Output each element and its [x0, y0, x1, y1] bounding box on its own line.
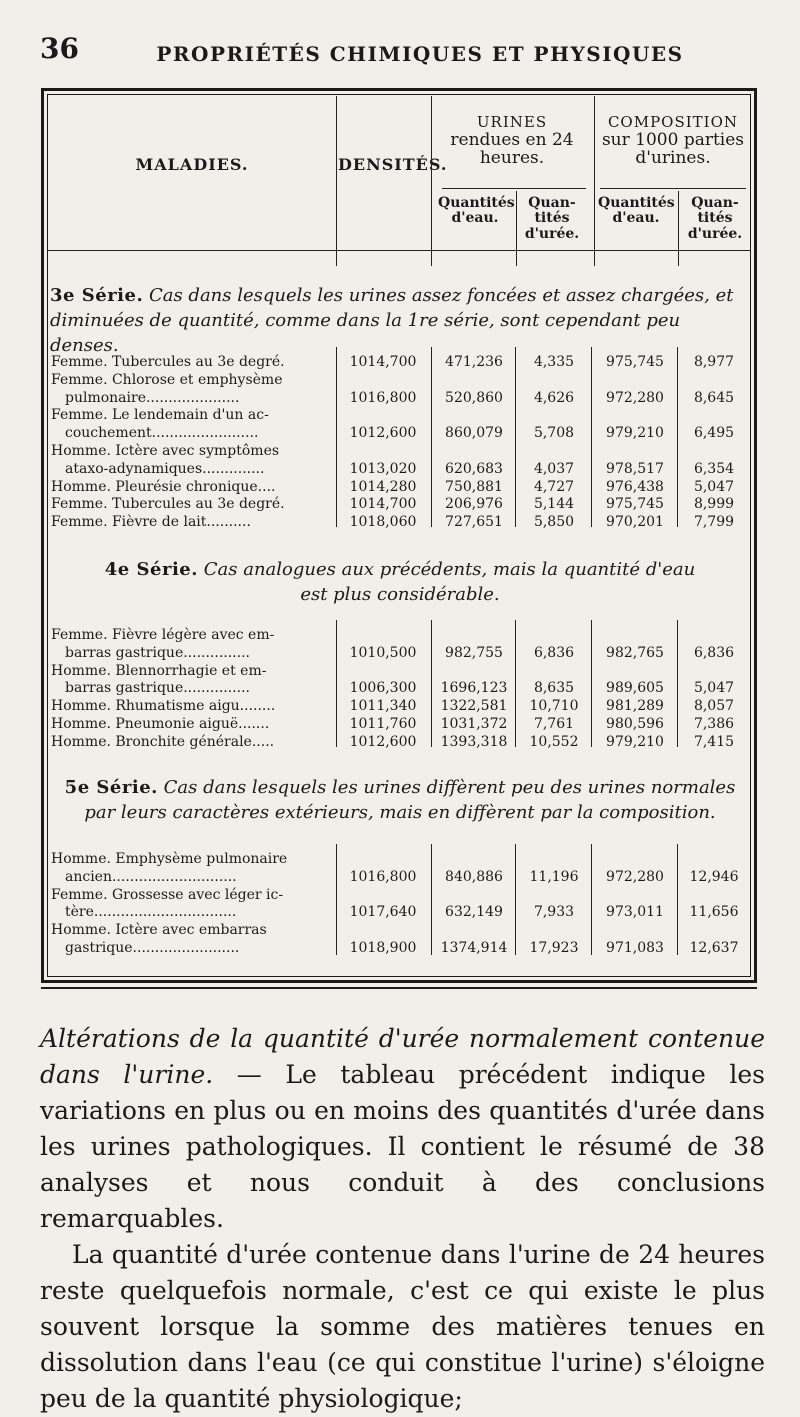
cell-compo-uree: 12,637 [689, 940, 739, 956]
cell-densite: 1010,500 [349, 644, 417, 661]
row-label: Femme. Tubercules au 3e degré. [51, 354, 285, 370]
row-label: Homme. Emphysème pulmonaire [51, 851, 288, 867]
header-rule [48, 250, 750, 251]
cell-urines-eau: 1393,318 [440, 733, 508, 750]
table-row [0, 939, 800, 957]
table-row [0, 478, 800, 496]
cell-urines-eau: 982,755 [445, 644, 503, 661]
urines-title: URINES [476, 113, 548, 131]
table-row [0, 733, 800, 751]
composition-subtitle-2: d'urines. [635, 148, 711, 169]
table-row [0, 513, 800, 531]
table-row [0, 903, 800, 921]
col-header-compo-uree: Quan- tités d'urée. [687, 195, 743, 242]
cell-densite: 1011,760 [349, 716, 417, 732]
cell-urines-eau: 620,683 [445, 460, 503, 477]
header-divider [678, 191, 679, 266]
cell-urines-uree: 4,335 [533, 354, 575, 370]
cell-urines-eau: 206,976 [445, 496, 503, 513]
cell-urines-uree: 4,037 [533, 460, 575, 477]
row-label: Femme. Chlorose et emphysème [51, 371, 283, 388]
cell-densite: 1013,020 [349, 460, 417, 477]
row-label: Homme. Pleurésie chronique.... [51, 478, 276, 495]
row-label: Femme. Fièvre légère avec em- [51, 627, 275, 643]
col-header-composition [596, 114, 750, 168]
col-header-urines-eau: Quantités d'eau. [438, 195, 515, 227]
column-divider [677, 347, 678, 527]
row-label: pulmonaire..................... [65, 389, 240, 406]
cell-compo-uree: 8,645 [693, 389, 735, 406]
row-label: Homme. Ictère avec symptômes [51, 443, 280, 459]
cell-compo-uree: 5,047 [693, 680, 735, 697]
series-3-caption [50, 283, 750, 358]
cell-compo-uree: 5,047 [693, 478, 735, 495]
cell-compo-eau: 980,596 [606, 716, 664, 732]
row-label: gastrique........................ [65, 940, 240, 956]
col-header-densites: DENSITÉS. [338, 155, 448, 174]
cell-urines-eau: 1374,914 [440, 940, 508, 956]
row-label: Homme. Blennorrhagie et em- [51, 662, 267, 679]
table-header [48, 96, 750, 266]
cell-urines-eau: 840,886 [445, 868, 503, 885]
col-header-urines [432, 114, 592, 168]
header-divider [594, 96, 595, 266]
cell-urines-eau: 471,236 [445, 354, 503, 370]
table-row-label-line [0, 850, 800, 868]
col-header-maladies: MALADIES. [135, 155, 249, 174]
row-label: ataxo-adynamiques.............. [65, 460, 265, 477]
header-divider [431, 96, 432, 266]
cell-compo-uree: 7,386 [693, 716, 735, 732]
column-divider [515, 620, 516, 747]
row-label: Homme. Rhumatisme aigu........ [51, 698, 276, 715]
cell-compo-uree: 11,656 [689, 904, 739, 921]
cell-urines-uree: 17,923 [529, 940, 579, 956]
header-rule [442, 188, 586, 189]
cell-compo-eau: 982,765 [606, 644, 664, 661]
series-5-text-2: par leurs caractères extérieurs, mais en diffèrent par la composition. [84, 802, 716, 823]
running-header [40, 32, 760, 72]
cell-urines-eau: 632,149 [445, 904, 503, 921]
column-divider [336, 844, 337, 955]
cell-urines-uree: 5,708 [533, 425, 575, 442]
table-row [0, 353, 800, 371]
table-frame-rule [41, 987, 757, 989]
column-divider [591, 620, 592, 747]
cell-urines-eau: 1031,372 [440, 716, 508, 732]
cell-urines-eau: 860,079 [445, 425, 503, 442]
cell-compo-eau: 981,289 [606, 698, 664, 715]
table-row [0, 424, 800, 442]
paragraph-1 [40, 1021, 765, 1237]
column-divider [591, 844, 592, 955]
series-3-lead: 3e Série. [50, 285, 144, 306]
cell-compo-eau: 975,745 [606, 496, 664, 513]
cell-compo-uree: 6,836 [693, 644, 735, 661]
row-label: Homme. Pneumonie aiguë....... [51, 716, 270, 732]
cell-compo-eau: 972,280 [606, 389, 664, 406]
column-divider [591, 347, 592, 527]
col-header-compo-eau: Quantités d'eau. [598, 195, 675, 227]
row-label: ancien............................ [65, 868, 237, 885]
row-label: Homme. Ictère avec embarras [51, 922, 267, 939]
cell-compo-uree: 12,946 [689, 868, 739, 885]
cell-compo-eau: 979,210 [606, 425, 664, 442]
cell-urines-eau: 1696,123 [440, 680, 508, 697]
series-5-lead: 5e Série. [64, 777, 158, 798]
cell-urines-eau: 1322,581 [440, 698, 508, 715]
cell-compo-eau: 976,438 [606, 478, 664, 495]
table-row [0, 389, 800, 407]
table-row [0, 868, 800, 886]
column-divider [431, 620, 432, 747]
header-divider [336, 96, 337, 266]
series-5-caption [50, 775, 750, 825]
cell-densite: 1018,060 [349, 514, 417, 531]
paragraph-1-heading: Altérations de la quantité d'urée normalement contenue dans l'urine. [40, 1024, 765, 1089]
series-4-text-2: est plus considérable. [300, 584, 500, 605]
row-label: Homme. Bronchite générale..... [51, 733, 275, 750]
header-rule [600, 188, 746, 189]
cell-compo-eau: 978,517 [606, 460, 664, 477]
column-divider [677, 620, 678, 747]
cell-densite: 1014,700 [349, 496, 417, 513]
column-divider [515, 844, 516, 955]
row-label: Femme. Fièvre de lait.......... [51, 514, 251, 531]
cell-compo-eau: 979,210 [606, 733, 664, 750]
series-4-caption [50, 557, 750, 607]
cell-compo-eau: 970,201 [606, 514, 664, 531]
cell-urines-uree: 10,552 [529, 733, 579, 750]
table-row-label-line [0, 442, 800, 460]
cell-compo-uree: 6,354 [693, 460, 735, 477]
cell-densite: 1014,700 [349, 354, 417, 370]
column-divider [336, 620, 337, 747]
table-row [0, 495, 800, 513]
cell-compo-uree: 8,999 [693, 496, 735, 513]
cell-densite: 1011,340 [349, 698, 417, 715]
cell-compo-uree: 8,977 [693, 354, 735, 370]
cell-densite: 1006,300 [349, 680, 417, 697]
cell-urines-uree: 5,850 [533, 514, 575, 531]
header-divider [516, 191, 517, 266]
cell-compo-uree: 7,415 [693, 733, 735, 750]
cell-compo-eau: 971,083 [606, 940, 664, 956]
column-divider [677, 844, 678, 955]
row-label: barras gastrique............... [65, 680, 250, 697]
cell-urines-uree: 8,635 [533, 680, 575, 697]
table-row-label-line [0, 921, 800, 939]
table-row [0, 679, 800, 697]
cell-urines-eau: 520,860 [445, 389, 503, 406]
urines-subtitle-2: heures. [479, 148, 545, 169]
cell-compo-eau: 973,011 [606, 904, 664, 921]
cell-compo-eau: 972,280 [606, 868, 664, 885]
cell-compo-uree: 8,057 [693, 698, 735, 715]
cell-urines-uree: 7,933 [533, 904, 575, 921]
row-label: Femme. Le lendemain d'un ac- [51, 407, 269, 424]
column-divider [431, 844, 432, 955]
cell-urines-uree: 6,836 [533, 644, 575, 661]
cell-compo-uree: 7,799 [693, 514, 735, 531]
cell-urines-eau: 750,881 [445, 478, 503, 495]
row-label: Femme. Tubercules au 3e degré. [51, 496, 285, 513]
cell-densite: 1016,800 [349, 868, 417, 885]
series-4-lead: 4e Série. [104, 559, 199, 580]
row-label: barras gastrique............... [65, 644, 250, 661]
series-4-text-1: Cas analogues aux précédents, mais la quantité d'eau [203, 559, 696, 580]
column-divider [515, 347, 516, 527]
table-row-label-line [0, 406, 800, 424]
composition-title: COMPOSITION [607, 113, 739, 131]
cell-urines-eau: 727,651 [445, 514, 503, 531]
cell-densite: 1014,280 [349, 478, 417, 495]
cell-compo-eau: 975,745 [606, 354, 664, 370]
row-label: Femme. Grossesse avec léger ic- [51, 886, 284, 903]
urines-subtitle: rendues en 24 [450, 129, 574, 150]
row-label: couchement........................ [65, 425, 259, 442]
col-header-urines-uree: Quan- tités d'urée. [524, 195, 580, 242]
body-text [40, 1021, 765, 1417]
paragraph-1-body: — Le tableau précédent indique les variations en plus ou en moins des quantités d'urée dans les urines pathologiques. Il contient le résumé de 38 analyses et nous conduit à des conclusions remarquables. [40, 1060, 766, 1233]
table-row [0, 644, 800, 662]
cell-densite: 1016,800 [349, 389, 417, 406]
running-title: PROPRIÉTÉS CHIMIQUES ET PHYSIQUES [156, 42, 684, 66]
table-row [0, 715, 800, 733]
column-divider [431, 347, 432, 527]
cell-compo-eau: 989,605 [606, 680, 664, 697]
series-5-text-1: Cas dans lesquels les urines diffèrent peu des urines normales [163, 777, 736, 798]
cell-urines-uree: 4,727 [533, 478, 575, 495]
cell-urines-uree: 7,761 [533, 716, 575, 732]
cell-densite: 1012,600 [349, 425, 417, 442]
series-3-text: Cas dans lesquels les urines assez foncées et assez chargées, et diminuées de quantité, comme dans la 1re série, sont cependant peu denses. [50, 285, 734, 356]
table-row-label-line [0, 626, 800, 644]
table-row-label-line [0, 886, 800, 904]
table-row-label-line [0, 371, 800, 389]
cell-densite: 1018,900 [349, 940, 417, 956]
cell-compo-uree: 6,495 [693, 425, 735, 442]
paragraph-2: La quantité d'urée contenue dans l'urine de 24 heures reste quelquefois normale, c'est ce qui existe le plus souvent lorsque la somme des matières tenues en dissolution dans l'eau (ce qui constitue l'urine) s'éloigne peu de la quantité physiologique; [40, 1240, 765, 1413]
cell-densite: 1012,600 [349, 733, 417, 750]
column-divider [336, 347, 337, 527]
cell-densite: 1017,640 [349, 904, 417, 921]
cell-urines-uree: 5,144 [533, 496, 575, 513]
row-label: tère................................ [65, 904, 237, 921]
table-row [0, 460, 800, 478]
page-number: 36 [40, 32, 79, 65]
cell-urines-uree: 4,626 [533, 389, 575, 406]
cell-urines-uree: 11,196 [529, 868, 579, 885]
table-row-label-line [0, 662, 800, 680]
cell-urines-uree: 10,710 [529, 698, 579, 715]
composition-subtitle: sur 1000 parties [601, 129, 745, 150]
table-row [0, 697, 800, 715]
